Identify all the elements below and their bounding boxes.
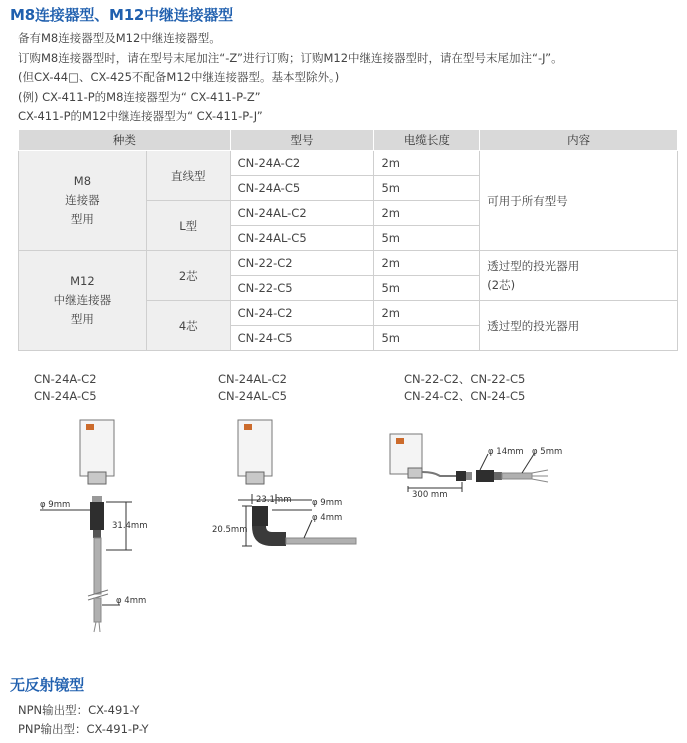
- header-type: 种类: [19, 130, 231, 151]
- content-cell: 可用于所有型号: [480, 151, 678, 251]
- subgroup-straight: 直线型: [146, 151, 230, 201]
- dim-length: 31.4mm: [112, 521, 148, 531]
- content-cell: 透过型的投光器用 (2芯): [480, 251, 678, 301]
- subgroup-2-core: 2芯: [146, 251, 230, 301]
- intro-line: 备有M8连接器型及M12中继连接器型。: [18, 31, 221, 45]
- section-title-connector: M8连接器型、M12中继连接器型: [10, 6, 233, 24]
- figure-3-caption: CN-22-C2、CN-22-C5 CN-24-C2、CN-24-C5: [404, 372, 526, 403]
- no-reflector-models: [18, 701, 149, 739]
- model-cell: CN-24AL-C2: [230, 201, 374, 226]
- dim-height: 20.5mm: [212, 525, 248, 535]
- intro-line: (但CX-44□、CX-425不配备M12中继连接器型。基本型除外。): [18, 70, 340, 84]
- length-cell: 5m: [374, 276, 480, 301]
- intro-paragraph: [18, 29, 563, 127]
- intro-line: (例) CX-411-P的M8连接器型为“ CX-411-P-Z”: [18, 89, 261, 104]
- table-header-row: [19, 130, 678, 151]
- subgroup-4-core: 4芯: [146, 301, 230, 351]
- length-cell: 2m: [374, 301, 480, 326]
- header-model: 型号: [230, 130, 374, 151]
- list-item: NPN输出型：CX-491-Y: [18, 703, 140, 717]
- content-cell: 透过型的投光器用: [480, 301, 678, 351]
- model-cell: CN-24-C2: [230, 301, 374, 326]
- dim-diameter-cable: φ 4mm: [312, 513, 343, 523]
- group-m12: M12 中继连接器 型用: [19, 251, 147, 351]
- figure-2-caption: CN-24AL-C2 CN-24AL-C5: [218, 372, 287, 403]
- dim-diameter-cable: φ 5mm: [532, 447, 563, 457]
- header-content: 内容: [480, 130, 678, 151]
- dim-diameter-cable: φ 4mm: [116, 596, 147, 606]
- length-cell: 2m: [374, 201, 480, 226]
- dim-diameter-top: φ 9mm: [312, 498, 343, 508]
- header-cable-length: 电缆长度: [374, 130, 480, 151]
- intro-line: CX-411-P的M12中继连接器型为“ CX-411-P-J”: [18, 109, 263, 123]
- table-row: [19, 151, 678, 176]
- group-m8: M8 连接器 型用: [19, 151, 147, 251]
- list-item: PNP输出型：CX-491-P-Y: [18, 722, 149, 736]
- figure-1-caption: CN-24A-C2 CN-24A-C5: [34, 372, 97, 403]
- model-cell: CN-24A-C5: [230, 176, 374, 201]
- subgroup-l-type: L型: [146, 201, 230, 251]
- dim-diameter-top: φ 9mm: [40, 500, 71, 510]
- intro-line: 订购M8连接器型时，请在型号末尾加注“-Z”进行订购；订购M12中继连接器型时，请在型号末尾加注“-J”。: [18, 50, 563, 65]
- figure-3-relay-connector-drawing: [384, 420, 584, 500]
- model-cell: CN-24AL-C5: [230, 226, 374, 251]
- length-cell: 2m: [374, 151, 480, 176]
- section-title-no-reflector: 无反射镜型: [10, 676, 85, 694]
- dim-length: 300 mm: [412, 490, 448, 500]
- connector-spec-table: [18, 129, 678, 351]
- model-cell: CN-22-C5: [230, 276, 374, 301]
- model-cell: CN-22-C2: [230, 251, 374, 276]
- figure-2-l-connector-drawing: [208, 410, 368, 570]
- dim-width: 23.1mm: [256, 495, 292, 505]
- length-cell: 2m: [374, 251, 480, 276]
- figure-1-straight-connector-drawing: [40, 410, 170, 640]
- table-row: [19, 251, 678, 276]
- length-cell: 5m: [374, 326, 480, 351]
- dim-diameter-conn: φ 14mm: [488, 447, 524, 457]
- length-cell: 5m: [374, 176, 480, 201]
- model-cell: CN-24A-C2: [230, 151, 374, 176]
- length-cell: 5m: [374, 226, 480, 251]
- model-cell: CN-24-C5: [230, 326, 374, 351]
